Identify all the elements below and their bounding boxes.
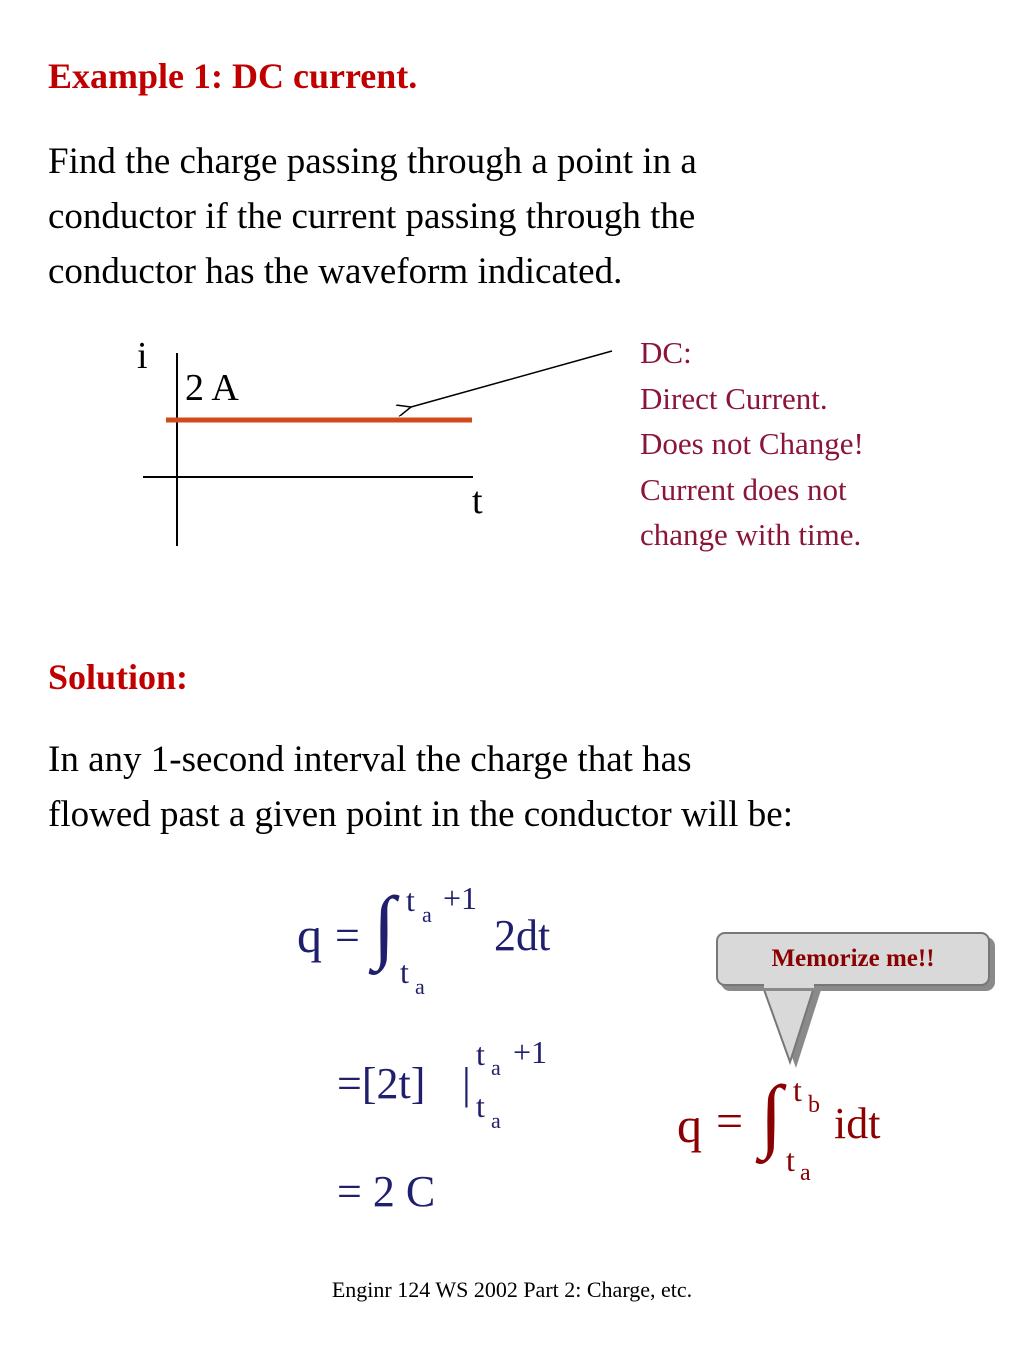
integral-sign: ∫ — [373, 880, 396, 971]
eq1-lower-limit-var: t — [400, 954, 409, 990]
eq1-equals: = — [335, 911, 360, 960]
current-level-label: 2 A — [185, 367, 239, 409]
y-axis-label: i — [137, 335, 148, 377]
general-lhs: q — [677, 1097, 702, 1153]
callout-text: Memorize me!! — [771, 945, 935, 972]
eq1-upper-limit-sub: a — [422, 902, 432, 927]
problem-line: Find the charge passing through a point in a — [48, 141, 697, 182]
note-line: Direct Current. — [640, 380, 828, 416]
eq2-upper-limit-rest: +1 — [513, 1034, 548, 1070]
problem-line: conductor has the waveform indicated. — [48, 251, 623, 292]
solution-line: In any 1-second interval the charge that has — [48, 739, 692, 780]
eq2-upper-limit-var: t — [476, 1036, 485, 1072]
general-lower-limit-var: t — [786, 1142, 795, 1178]
general-integrand: idt — [834, 1099, 881, 1148]
problem-line: conductor if the current passing through the — [48, 196, 696, 237]
solution-heading: Solution: — [48, 657, 189, 697]
eq1-lhs: q — [297, 907, 322, 963]
eq2-evaluation-bar: | — [462, 1059, 471, 1108]
eq1-upper-limit-rest: +1 — [443, 880, 478, 916]
general-lower-limit-sub: a — [800, 1160, 811, 1186]
note-line: Does not Change! — [640, 426, 864, 461]
eq2-lower-limit-var: t — [476, 1088, 485, 1124]
eq2-lower-limit-sub: a — [491, 1108, 501, 1133]
note-line: DC: — [640, 335, 692, 370]
general-upper-limit-sub: b — [808, 1092, 820, 1118]
eq2-prefix: =[2t] — [337, 1059, 426, 1108]
equation-3: = 2 C — [337, 1167, 436, 1216]
x-axis-label: t — [472, 480, 483, 522]
general-equals: = — [716, 1095, 744, 1148]
eq1-lower-limit-sub: a — [415, 974, 425, 999]
solution-line: flowed past a given point in the conductor will be: — [48, 794, 793, 835]
note-line: change with time. — [640, 517, 862, 552]
eq1-upper-limit-var: t — [406, 882, 415, 918]
general-integral-sign: ∫ — [760, 1069, 783, 1160]
page-title: Example 1: DC current. — [48, 56, 418, 96]
eq2-upper-limit-sub: a — [491, 1055, 501, 1080]
memorize-callout — [716, 932, 990, 986]
callout-seam — [764, 982, 814, 988]
slide-footer: Enginr 124 WS 2002 Part 2: Charge, etc. — [331, 1277, 693, 1302]
eq1-integrand: 2dt — [494, 911, 551, 960]
note-line: Current does not — [640, 471, 847, 507]
general-upper-limit-var: t — [793, 1072, 802, 1108]
